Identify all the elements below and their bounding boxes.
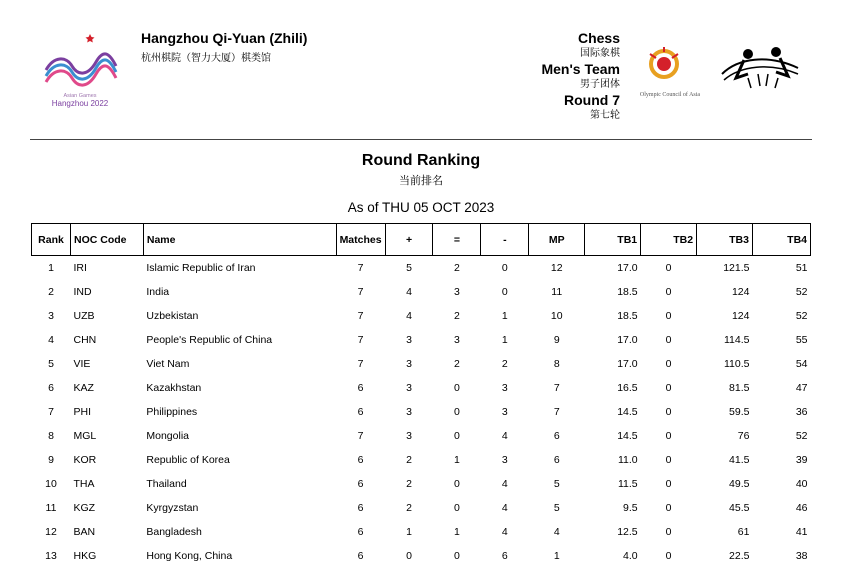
cell-noc-code: IRI xyxy=(73,262,87,274)
cell-tb1: 17.0 xyxy=(617,262,638,274)
col-tb2: TB2 xyxy=(641,224,697,256)
cell-tb1: 9.5 xyxy=(623,502,638,514)
table-row xyxy=(32,496,811,520)
document-header xyxy=(0,0,842,140)
table-row xyxy=(32,328,811,352)
cell-draws: 1 xyxy=(454,526,460,538)
cell-tb4: 52 xyxy=(795,286,808,298)
cell-matches: 6 xyxy=(357,526,364,538)
cell-tb4: 41 xyxy=(795,526,808,538)
cell-tb1: 14.5 xyxy=(617,406,638,418)
cell-matches: 7 xyxy=(357,358,364,370)
cell-tb2: 0 xyxy=(665,358,672,370)
cell-losses: 4 xyxy=(501,430,508,442)
table-row xyxy=(32,376,811,400)
table-row xyxy=(32,472,811,496)
table-row xyxy=(32,520,811,544)
report-title-zh: 当前排名 xyxy=(399,175,443,187)
cell-draws: 3 xyxy=(454,334,460,346)
table-row xyxy=(32,304,811,328)
cell-tb2: 0 xyxy=(665,454,672,466)
cell-tb4: 51 xyxy=(795,262,808,274)
cell-name: Islamic Republic of Iran xyxy=(146,262,256,274)
table-row xyxy=(32,256,811,281)
chess-pictogram-icon xyxy=(718,44,802,96)
cell-tb3: 49.5 xyxy=(729,478,750,490)
cell-draws: 1 xyxy=(454,454,460,466)
cell-tb3: 45.5 xyxy=(729,502,750,514)
cell-noc-code: BAN xyxy=(73,526,96,538)
cell-mp: 10 xyxy=(550,310,563,322)
cell-tb1: 16.5 xyxy=(617,382,638,394)
cell-draws: 0 xyxy=(454,550,460,562)
cell-losses: 2 xyxy=(501,358,508,370)
cell-wins: 2 xyxy=(406,478,412,490)
hangzhou-2022-logo-icon xyxy=(40,30,120,110)
cell-tb1: 4.0 xyxy=(623,550,638,562)
cell-tb3: 110.5 xyxy=(723,358,750,370)
cell-matches: 6 xyxy=(357,454,364,466)
cell-tb1: 18.5 xyxy=(617,286,638,298)
cell-draws: 0 xyxy=(454,502,460,514)
cell-tb2: 0 xyxy=(665,406,672,418)
cell-rank: 13 xyxy=(45,550,57,562)
cell-losses: 1 xyxy=(501,310,508,322)
cell-tb1: 11.0 xyxy=(617,454,638,466)
cell-matches: 7 xyxy=(357,334,364,346)
cell-tb3: 121.5 xyxy=(723,262,750,274)
cell-losses: 1 xyxy=(501,334,508,346)
cell-mp: 1 xyxy=(553,550,560,562)
round-zh: 第七轮 xyxy=(590,110,620,121)
cell-name: People's Republic of China xyxy=(146,334,273,346)
cell-tb4: 39 xyxy=(795,454,808,466)
cell-tb2: 0 xyxy=(665,526,672,538)
cell-tb3: 41.5 xyxy=(729,454,750,466)
cell-tb1: 12.5 xyxy=(617,526,638,538)
svg-text:Olympic Council of Asia: Olympic Council of Asia xyxy=(639,92,701,98)
cell-wins: 3 xyxy=(406,358,412,370)
cell-draws: 3 xyxy=(454,286,460,298)
cell-name: Kazakhstan xyxy=(146,382,202,394)
cell-draws: 2 xyxy=(454,358,460,370)
header-divider xyxy=(30,139,812,140)
table-row xyxy=(32,352,811,376)
svg-text:Hangzhou 2022: Hangzhou 2022 xyxy=(51,99,109,108)
cell-matches: 7 xyxy=(357,310,364,322)
cell-rank: 1 xyxy=(48,262,54,274)
cell-tb4: 55 xyxy=(795,334,808,346)
cell-matches: 7 xyxy=(357,286,364,298)
cell-noc-code: KGZ xyxy=(73,502,96,514)
cell-rank: 8 xyxy=(48,430,54,442)
table-row xyxy=(32,424,811,448)
col-rank: Rank xyxy=(32,224,71,256)
cell-mp: 11 xyxy=(551,286,563,298)
cell-name: Viet Nam xyxy=(146,358,190,370)
cell-losses: 0 xyxy=(501,262,508,274)
cell-tb2: 0 xyxy=(665,478,672,490)
cell-losses: 6 xyxy=(501,550,508,562)
cell-losses: 0 xyxy=(501,286,508,298)
cell-rank: 2 xyxy=(48,286,54,298)
cell-tb1: 17.0 xyxy=(617,334,638,346)
svg-text:Asian Games: Asian Games xyxy=(63,93,97,99)
col-tb4: TB4 xyxy=(752,224,810,256)
cell-name: Hong Kong, China xyxy=(146,550,233,562)
cell-tb2: 0 xyxy=(665,382,672,394)
cell-tb3: 114.5 xyxy=(723,334,750,346)
cell-tb4: 46 xyxy=(795,502,808,514)
cell-draws: 0 xyxy=(454,478,460,490)
cell-matches: 6 xyxy=(357,550,364,562)
cell-tb4: 52 xyxy=(795,430,808,442)
cell-noc-code: THA xyxy=(73,478,95,490)
event-zh: 男子团体 xyxy=(580,79,620,90)
cell-mp: 7 xyxy=(553,406,560,418)
cell-name: Philippines xyxy=(146,406,198,418)
cell-matches: 6 xyxy=(357,502,364,514)
cell-matches: 7 xyxy=(357,430,364,442)
cell-tb2: 0 xyxy=(665,262,672,274)
cell-name: Uzbekistan xyxy=(146,310,199,322)
cell-name: Republic of Korea xyxy=(146,454,230,466)
cell-tb3: 124 xyxy=(731,286,750,298)
cell-name: Mongolia xyxy=(146,430,189,442)
cell-tb1: 11.5 xyxy=(617,478,638,490)
cell-matches: 6 xyxy=(357,406,364,418)
cell-wins: 3 xyxy=(406,334,412,346)
cell-draws: 2 xyxy=(454,310,460,322)
cell-noc-code: PHI xyxy=(73,406,91,418)
col-tb1: TB1 xyxy=(585,224,641,256)
cell-tb1: 14.5 xyxy=(617,430,638,442)
col-draws: = xyxy=(433,224,481,256)
cell-rank: 3 xyxy=(48,310,54,322)
cell-losses: 4 xyxy=(501,478,508,490)
cell-rank: 9 xyxy=(48,454,54,466)
cell-name: Bangladesh xyxy=(146,526,202,538)
cell-rank: 11 xyxy=(45,502,57,514)
cell-wins: 3 xyxy=(406,382,412,394)
col-losses: - xyxy=(481,224,529,256)
cell-draws: 0 xyxy=(454,430,460,442)
cell-draws: 2 xyxy=(454,262,460,274)
cell-losses: 4 xyxy=(501,502,508,514)
round-en: Round 7 xyxy=(564,92,620,108)
cell-wins: 0 xyxy=(406,550,412,562)
cell-losses: 3 xyxy=(501,382,508,394)
col-mp: MP xyxy=(529,224,585,256)
cell-tb1: 18.5 xyxy=(617,310,638,322)
cell-losses: 3 xyxy=(501,454,508,466)
cell-rank: 12 xyxy=(45,526,57,538)
cell-rank: 7 xyxy=(48,406,54,418)
cell-losses: 4 xyxy=(501,526,508,538)
cell-tb4: 36 xyxy=(795,406,808,418)
cell-mp: 4 xyxy=(553,526,560,538)
cell-tb1: 17.0 xyxy=(617,358,638,370)
cell-mp: 9 xyxy=(553,334,560,346)
cell-tb3: 124 xyxy=(731,310,750,322)
olympic-council-of-asia-logo-icon xyxy=(628,44,712,102)
cell-wins: 1 xyxy=(406,526,412,538)
col-matches: Matches xyxy=(336,224,385,256)
cell-wins: 4 xyxy=(406,310,412,322)
cell-tb3: 61 xyxy=(737,526,750,538)
cell-mp: 5 xyxy=(553,502,560,514)
event-block xyxy=(541,30,620,123)
table-header-row xyxy=(32,224,811,256)
cell-tb4: 52 xyxy=(795,310,808,322)
cell-mp: 12 xyxy=(550,262,563,274)
cell-wins: 4 xyxy=(406,286,412,298)
cell-tb3: 22.5 xyxy=(729,550,750,562)
cell-draws: 0 xyxy=(454,406,460,418)
cell-name: Thailand xyxy=(146,478,187,490)
cell-matches: 7 xyxy=(357,262,364,274)
table-row xyxy=(32,400,811,424)
table-row xyxy=(32,448,811,472)
cell-rank: 5 xyxy=(48,358,54,370)
cell-noc-code: MGL xyxy=(73,430,97,442)
sport-en: Chess xyxy=(577,30,620,46)
cell-tb3: 59.5 xyxy=(729,406,750,418)
cell-draws: 0 xyxy=(454,382,460,394)
cell-tb4: 38 xyxy=(795,550,808,562)
cell-mp: 6 xyxy=(553,454,560,466)
cell-noc-code: UZB xyxy=(73,310,95,322)
cell-noc-code: VIE xyxy=(73,358,91,370)
cell-wins: 2 xyxy=(406,502,412,514)
event-en: Men's Team xyxy=(541,61,620,77)
cell-rank: 10 xyxy=(45,478,57,490)
table-row xyxy=(32,544,811,568)
cell-mp: 5 xyxy=(553,478,560,490)
cell-noc-code: HKG xyxy=(73,550,97,562)
venue-block xyxy=(141,30,307,64)
cell-tb4: 40 xyxy=(795,478,808,490)
col-name: Name xyxy=(143,224,336,256)
report-title: Round Ranking xyxy=(361,152,481,169)
cell-tb2: 0 xyxy=(665,502,672,514)
venue-name-en: Hangzhou Qi-Yuan (Zhili) xyxy=(141,30,308,46)
cell-tb4: 54 xyxy=(795,358,808,370)
cell-tb4: 47 xyxy=(795,382,808,394)
cell-wins: 5 xyxy=(406,262,412,274)
cell-noc-code: IND xyxy=(73,286,92,298)
cell-tb2: 0 xyxy=(665,430,672,442)
cell-noc-code: CHN xyxy=(73,334,97,346)
cell-mp: 6 xyxy=(553,430,560,442)
col-tb3: TB3 xyxy=(697,224,753,256)
cell-wins: 3 xyxy=(406,430,412,442)
cell-tb2: 0 xyxy=(665,334,672,346)
cell-matches: 6 xyxy=(357,478,364,490)
cell-name: Kyrgyzstan xyxy=(146,502,199,514)
cell-tb2: 0 xyxy=(665,286,672,298)
cell-mp: 8 xyxy=(553,358,560,370)
venue-name-zh: 杭州棋院（智力大厦）棋类馆 xyxy=(141,53,271,64)
col-wins: + xyxy=(385,224,433,256)
cell-losses: 3 xyxy=(501,406,508,418)
sport-zh: 国际象棋 xyxy=(580,48,620,59)
cell-noc-code: KAZ xyxy=(73,382,94,394)
cell-wins: 2 xyxy=(406,454,412,466)
cell-tb3: 81.5 xyxy=(729,382,750,394)
cell-name: India xyxy=(146,286,170,298)
cell-mp: 7 xyxy=(553,382,560,394)
cell-matches: 6 xyxy=(357,382,364,394)
cell-wins: 3 xyxy=(406,406,412,418)
table-row xyxy=(32,280,811,304)
cell-tb2: 0 xyxy=(665,550,672,562)
cell-tb2: 0 xyxy=(665,310,672,322)
cell-tb3: 76 xyxy=(737,430,750,442)
cell-rank: 4 xyxy=(48,334,54,346)
cell-noc-code: KOR xyxy=(73,454,97,466)
as-of-date: As of THU 05 OCT 2023 xyxy=(347,200,495,215)
col-noc-code: NOC Code xyxy=(70,224,143,256)
ranking-table xyxy=(31,223,811,568)
cell-rank: 6 xyxy=(48,382,54,394)
